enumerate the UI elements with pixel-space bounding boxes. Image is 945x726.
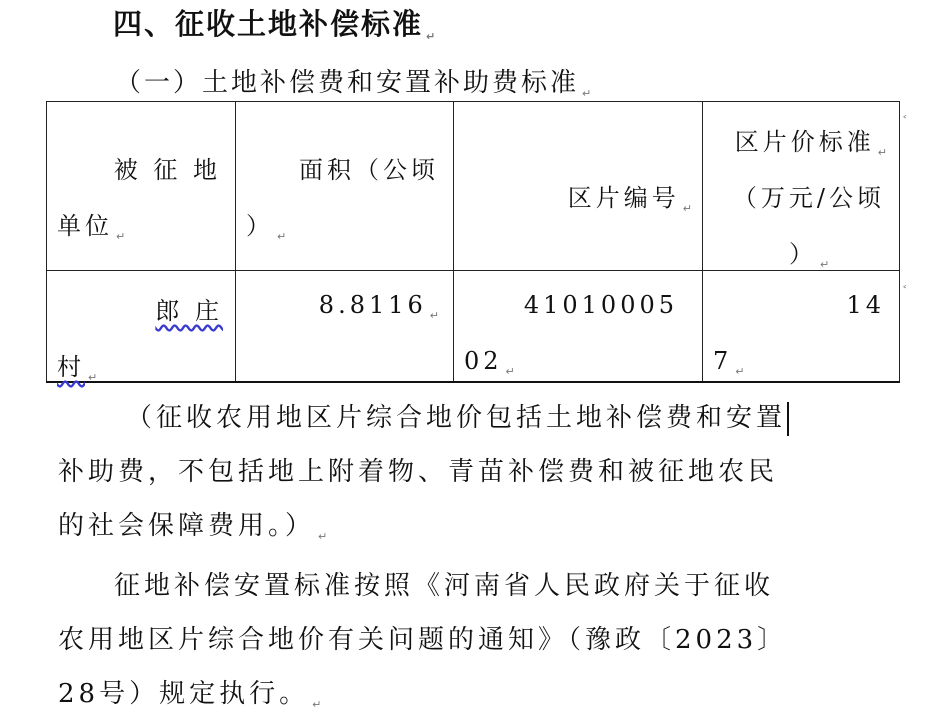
- cell-unit: [47, 271, 236, 382]
- paragraph-mark-icon: ↵: [318, 530, 332, 543]
- text-cursor: [787, 402, 789, 436]
- header-cell-area: [236, 102, 454, 271]
- cell-unit-line-1: 郎 庄: [155, 297, 223, 325]
- cell-price-line-1: 14: [846, 291, 885, 319]
- header-price-line-1: 区片价标准 $_↵$: [734, 128, 891, 159]
- header-unit-line-1: 被 征 地: [113, 156, 221, 184]
- paragraph-mark-icon: ↵: [312, 698, 326, 711]
- paragraph-mark-icon: ↵: [820, 258, 834, 271]
- compensation-table: [46, 101, 900, 383]
- paragraph-mark-icon: ↵: [735, 365, 749, 378]
- paragraph-mark-icon: ↵: [582, 87, 595, 100]
- note-line-1: （征收农用地区片综合地价包括土地补偿费和安置: [58, 391, 888, 445]
- paragraph-mark-icon: ↵: [277, 230, 291, 243]
- paragraph-mark-icon: ↵: [682, 202, 696, 215]
- header-price-line-3: ） $_↵$: [789, 240, 834, 271]
- paragraph-mark-icon: ↵: [429, 309, 443, 322]
- paragraph-mark-icon: ↵: [877, 146, 891, 159]
- paragraph-mark-icon: ↵: [116, 230, 130, 243]
- paragraph-mark-icon: ↵: [426, 30, 438, 43]
- standard-line-2: 农用地区片综合地价有关问题的通知》（豫政〔2023〕: [58, 625, 788, 655]
- note-line-2: 补助费，不包括地上附着物、青苗补偿费和被征地农民: [58, 457, 779, 487]
- paragraph-mark-icon: ↵: [88, 371, 102, 384]
- cell-area-value: 8.8116 $_↵$: [318, 291, 443, 322]
- header-area-line-2: ） $_↵$: [246, 212, 291, 243]
- row-end-mark-icon: ˂: [902, 114, 908, 127]
- standard-line-3: 28号）规定执行。 $_↵$: [58, 679, 326, 711]
- header-cell-price: [703, 102, 900, 271]
- note-line-3: 的社会保障费用。） $_↵$: [58, 511, 332, 543]
- cell-code: [454, 271, 703, 382]
- cell-unit-line-2: 村 $_↵$: [57, 353, 102, 384]
- table-row: [47, 271, 900, 382]
- standard-paragraph: [58, 559, 888, 726]
- section-heading: 四、征收土地补偿标准 $_↵$: [113, 7, 438, 43]
- cell-area: [236, 271, 454, 382]
- standard-line-1: 征地补偿安置标准按照《河南省人民政府关于征收: [114, 571, 775, 601]
- header-area-line-1: 面积（公顷: [299, 156, 439, 184]
- header-code-line-1: 区片编号 $_↵$: [567, 184, 696, 215]
- paragraph-mark-icon: ↵: [505, 365, 519, 378]
- table-header-row: [47, 102, 900, 271]
- header-cell-unit: [47, 102, 236, 271]
- cell-price: [703, 271, 900, 382]
- subsection-heading: （一）土地补偿费和安置补助费标准 $_↵$: [115, 68, 595, 100]
- cell-code-line-1: 41010005: [523, 291, 678, 319]
- header-price-line-2: （万元/公顷: [732, 184, 885, 212]
- note-paragraph: [58, 391, 888, 558]
- cell-code-line-2: 02 $_↵$: [464, 347, 519, 378]
- header-cell-code: [454, 102, 703, 271]
- cell-price-line-2: 7 $_↵$: [713, 347, 749, 378]
- row-end-mark-icon: ˂: [902, 284, 908, 297]
- header-unit-line-2: 单位 $_↵$: [57, 212, 130, 243]
